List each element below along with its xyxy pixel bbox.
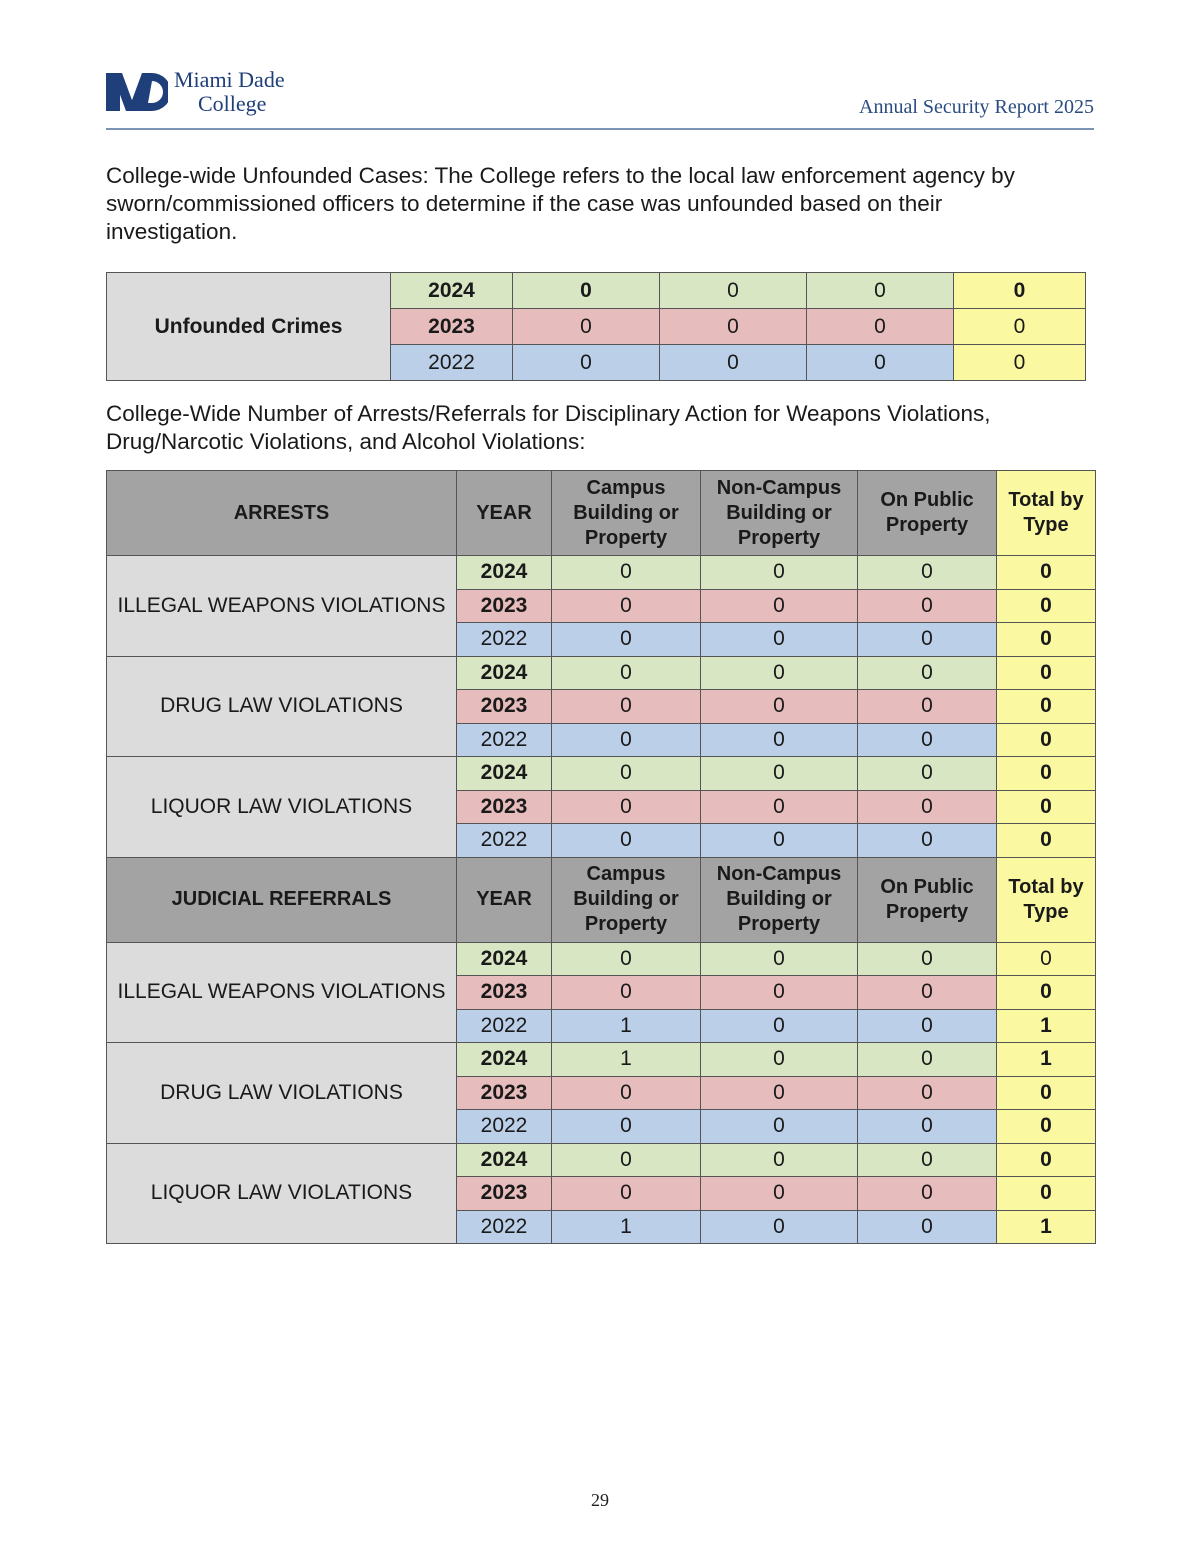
year-cell: 2024 — [457, 656, 552, 690]
total-cell: 0 — [997, 623, 1096, 657]
value-cell: 0 — [552, 656, 701, 690]
year-cell: 2023 — [457, 1076, 552, 1110]
year-cell: 2024 — [457, 556, 552, 590]
intro-paragraph: College-wide Unfounded Cases: The College refers to the local law enforcement agency by sworn/commissioned officers to determine if the case was unfounded based on their investigation. — [106, 163, 1015, 244]
unfounded-label: Unfounded Crimes — [107, 273, 391, 381]
value-cell: 0 — [858, 790, 997, 824]
value-cell: 0 — [552, 757, 701, 791]
value-cell: 0 — [858, 589, 997, 623]
value-cell: 0 — [701, 1177, 858, 1211]
value-cell: 0 — [701, 790, 858, 824]
total-cell: 0 — [997, 790, 1096, 824]
arrests-title: ARRESTS — [107, 471, 457, 556]
total-cell: 0 — [997, 757, 1096, 791]
value-cell: 0 — [701, 690, 858, 724]
referrals-title: JUDICIAL REFERRALS — [107, 857, 457, 942]
value-cell: 0 — [858, 723, 997, 757]
value-cell: 0 — [701, 1110, 858, 1144]
noncampus-header: Non-Campus Building or Property — [701, 857, 858, 942]
category-label: LIQUOR LAW VIOLATIONS — [107, 1143, 457, 1244]
category-label: ILLEGAL WEAPONS VIOLATIONS — [107, 556, 457, 657]
value-cell: 0 — [858, 942, 997, 976]
value-cell: 0 — [701, 723, 858, 757]
total-cell: 0 — [997, 723, 1096, 757]
value-cell: 0 — [858, 757, 997, 791]
total-cell: 0 — [997, 824, 1096, 858]
value-cell: 0 — [701, 824, 858, 858]
total-cell: 0 — [997, 589, 1096, 623]
value-cell: 0 — [660, 345, 807, 381]
year-header: YEAR — [457, 471, 552, 556]
category-label: LIQUOR LAW VIOLATIONS — [107, 757, 457, 858]
value-cell: 0 — [552, 1076, 701, 1110]
year-header: YEAR — [457, 857, 552, 942]
total-cell: 0 — [954, 273, 1086, 309]
referrals-header-row — [107, 857, 1096, 942]
public-header: On Public Property — [858, 857, 997, 942]
value-cell: 0 — [701, 942, 858, 976]
value-cell: 0 — [858, 1143, 997, 1177]
category-label: DRUG LAW VIOLATIONS — [107, 656, 457, 757]
total-cell: 0 — [954, 345, 1086, 381]
table-row — [107, 942, 1096, 976]
value-cell: 1 — [552, 1009, 701, 1043]
year-cell: 2024 — [457, 1143, 552, 1177]
public-header: On Public Property — [858, 471, 997, 556]
table-row — [107, 1143, 1096, 1177]
page-header — [106, 66, 1094, 130]
value-cell: 1 — [552, 1210, 701, 1244]
total-cell: 0 — [997, 1177, 1096, 1211]
value-cell: 0 — [552, 589, 701, 623]
arrests-paragraph: College-Wide Number of Arrests/Referrals for Disciplinary Action for Weapons Violations, Drug/Narcotic Violations, and Alcohol Violations: — [106, 401, 991, 454]
year-cell: 2023 — [457, 790, 552, 824]
value-cell: 0 — [858, 1210, 997, 1244]
value-cell: 0 — [660, 309, 807, 345]
year-cell: 2023 — [391, 309, 513, 345]
total-cell: 0 — [997, 942, 1096, 976]
table-row — [107, 556, 1096, 590]
value-cell: 0 — [807, 273, 954, 309]
value-cell: 0 — [552, 723, 701, 757]
value-cell: 0 — [858, 976, 997, 1010]
value-cell: 0 — [701, 1143, 858, 1177]
year-cell: 2023 — [457, 589, 552, 623]
arrests-header-row — [107, 471, 1096, 556]
value-cell: 0 — [701, 556, 858, 590]
value-cell: 0 — [552, 824, 701, 858]
value-cell: 0 — [858, 1076, 997, 1110]
value-cell: 0 — [858, 623, 997, 657]
value-cell: 0 — [858, 656, 997, 690]
total-header: Total by Type — [997, 857, 1096, 942]
total-cell: 0 — [997, 690, 1096, 724]
value-cell: 0 — [701, 1210, 858, 1244]
total-cell: 0 — [997, 1110, 1096, 1144]
table-row — [107, 273, 1086, 309]
table-row — [107, 1043, 1096, 1077]
year-cell: 2022 — [457, 1110, 552, 1144]
value-cell: 0 — [552, 976, 701, 1010]
total-cell: 0 — [954, 309, 1086, 345]
value-cell: 0 — [552, 942, 701, 976]
category-label: DRUG LAW VIOLATIONS — [107, 1043, 457, 1144]
year-cell: 2022 — [457, 1210, 552, 1244]
arrests-body — [107, 556, 1096, 858]
value-cell: 0 — [552, 556, 701, 590]
table-row — [107, 656, 1096, 690]
value-cell: 0 — [552, 1177, 701, 1211]
table-row — [107, 757, 1096, 791]
year-cell: 2022 — [457, 824, 552, 858]
year-cell: 2024 — [457, 757, 552, 791]
year-cell: 2022 — [391, 345, 513, 381]
logo-name: Miami Dade — [174, 67, 285, 92]
year-cell: 2024 — [391, 273, 513, 309]
unfounded-table — [106, 272, 1086, 381]
noncampus-header: Non-Campus Building or Property — [701, 471, 858, 556]
value-cell: 0 — [701, 623, 858, 657]
year-cell: 2024 — [457, 1043, 552, 1077]
arrests-referrals-table — [106, 470, 1096, 1244]
referrals-body — [107, 942, 1096, 1244]
year-cell: 2023 — [457, 976, 552, 1010]
value-cell: 0 — [858, 556, 997, 590]
value-cell: 0 — [552, 690, 701, 724]
value-cell: 0 — [552, 1143, 701, 1177]
value-cell: 0 — [858, 1043, 997, 1077]
total-cell: 0 — [997, 556, 1096, 590]
value-cell: 0 — [701, 1009, 858, 1043]
value-cell: 0 — [701, 976, 858, 1010]
total-cell: 0 — [997, 1076, 1096, 1110]
value-cell: 0 — [552, 790, 701, 824]
total-cell: 1 — [997, 1009, 1096, 1043]
total-header: Total by Type — [997, 471, 1096, 556]
page-number: 29 — [591, 1490, 609, 1510]
value-cell: 0 — [858, 1110, 997, 1144]
year-cell: 2022 — [457, 723, 552, 757]
total-cell: 0 — [997, 1143, 1096, 1177]
value-cell: 0 — [552, 1110, 701, 1144]
category-label: ILLEGAL WEAPONS VIOLATIONS — [107, 942, 457, 1043]
value-cell: 0 — [858, 824, 997, 858]
value-cell: 0 — [858, 1009, 997, 1043]
value-cell: 0 — [552, 623, 701, 657]
logo-sub: College — [198, 91, 267, 116]
value-cell: 0 — [858, 1177, 997, 1211]
value-cell: 1 — [552, 1043, 701, 1077]
year-cell: 2023 — [457, 1177, 552, 1211]
year-cell: 2023 — [457, 690, 552, 724]
year-cell: 2022 — [457, 1009, 552, 1043]
value-cell: 0 — [701, 1076, 858, 1110]
value-cell: 0 — [807, 345, 954, 381]
total-cell: 1 — [997, 1043, 1096, 1077]
total-cell: 0 — [997, 976, 1096, 1010]
report-title: Annual Security Report 2025 — [859, 96, 1094, 118]
value-cell: 0 — [858, 690, 997, 724]
college-logo — [106, 68, 316, 118]
value-cell: 0 — [701, 589, 858, 623]
value-cell: 0 — [701, 656, 858, 690]
total-cell: 1 — [997, 1210, 1096, 1244]
value-cell: 0 — [701, 757, 858, 791]
year-cell: 2024 — [457, 942, 552, 976]
total-cell: 0 — [997, 656, 1096, 690]
campus-header: Campus Building or Property — [552, 471, 701, 556]
value-cell: 0 — [513, 309, 660, 345]
campus-header: Campus Building or Property — [552, 857, 701, 942]
value-cell: 0 — [513, 273, 660, 309]
value-cell: 0 — [660, 273, 807, 309]
year-cell: 2022 — [457, 623, 552, 657]
value-cell: 0 — [513, 345, 660, 381]
md-logo-icon — [106, 71, 168, 113]
value-cell: 0 — [701, 1043, 858, 1077]
value-cell: 0 — [807, 309, 954, 345]
